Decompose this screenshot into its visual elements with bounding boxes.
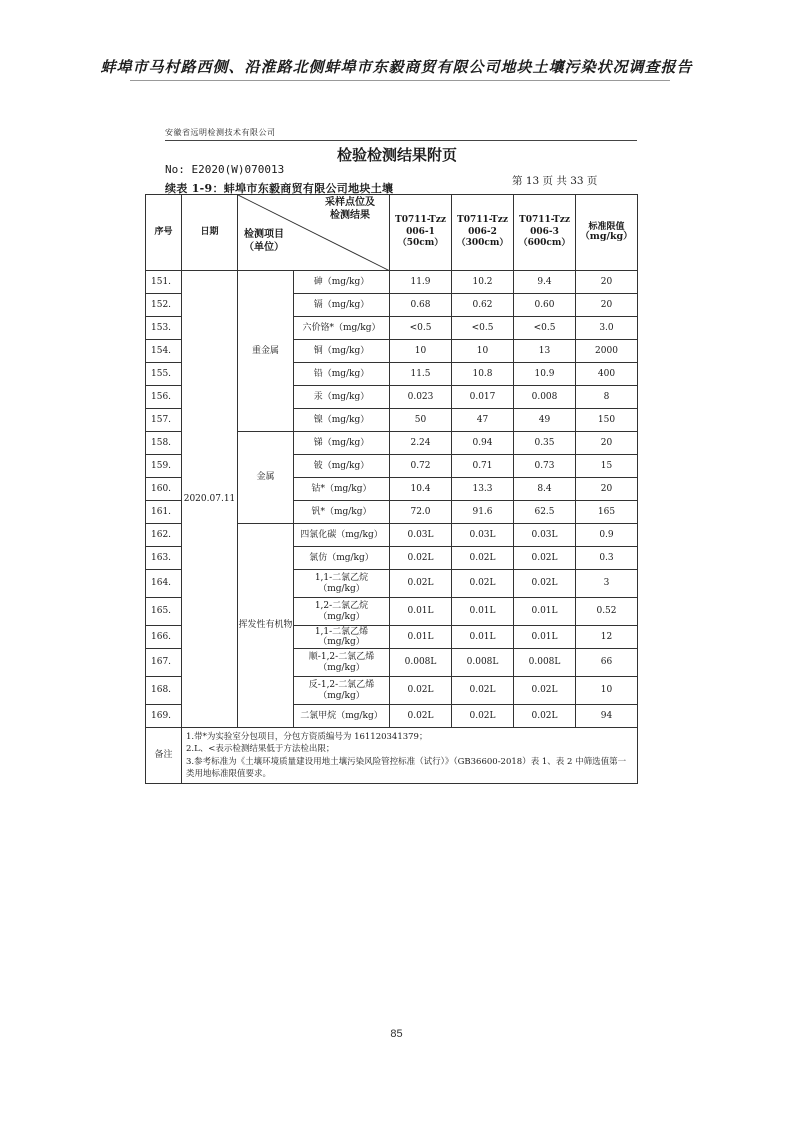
result-sample-2: 0.02L: [452, 547, 514, 570]
result-sample-3: 10.9: [514, 363, 576, 386]
row-index: 160.: [146, 478, 182, 501]
result-sample-1: 50: [390, 409, 452, 432]
company-name: 安徽省远明检测技术有限公司: [165, 128, 276, 137]
result-sample-2: 0.017: [452, 386, 514, 409]
result-sample-3: 8.4: [514, 478, 576, 501]
row-index: 163.: [146, 547, 182, 570]
result-sample-3: 9.4: [514, 271, 576, 294]
row-index: 159.: [146, 455, 182, 478]
header-diagonal-cell: [238, 195, 390, 271]
row-index: 169.: [146, 705, 182, 728]
result-sample-2: 10: [452, 340, 514, 363]
header-sample-points: 采样点位及 检测结果: [325, 197, 375, 221]
result-sample-3: 0.008L: [514, 649, 576, 677]
result-sample-2: 0.008L: [452, 649, 514, 677]
result-sample-1: <0.5: [390, 317, 452, 340]
remarks-row: [146, 728, 638, 784]
header-index: 序号: [146, 195, 182, 271]
result-sample-3: 13: [514, 340, 576, 363]
test-item: 铅（mg/kg）: [294, 363, 390, 386]
result-sample-3: 0.02L: [514, 705, 576, 728]
result-sample-3: 0.01L: [514, 598, 576, 626]
result-sample-2: 10.8: [452, 363, 514, 386]
row-index: 164.: [146, 570, 182, 598]
result-sample-1: 72.0: [390, 501, 452, 524]
standard-limit: 20: [576, 294, 638, 317]
result-sample-3: 0.03L: [514, 524, 576, 547]
result-sample-1: 0.01L: [390, 598, 452, 626]
result-sample-2: 0.62: [452, 294, 514, 317]
result-sample-3: 0.008: [514, 386, 576, 409]
row-index: 151.: [146, 271, 182, 294]
result-sample-1: 2.24: [390, 432, 452, 455]
result-sample-2: 0.02L: [452, 570, 514, 598]
result-sample-3: 0.60: [514, 294, 576, 317]
standard-limit: 0.9: [576, 524, 638, 547]
test-item: 1,1-二氯乙烯（mg/kg）: [294, 626, 390, 649]
row-index: 166.: [146, 626, 182, 649]
row-index: 153.: [146, 317, 182, 340]
result-sample-1: 0.008L: [390, 649, 452, 677]
remarks-label: 备注: [146, 728, 182, 784]
test-item: 锑（mg/kg）: [294, 432, 390, 455]
test-item: 六价铬*（mg/kg）: [294, 317, 390, 340]
standard-limit: 150: [576, 409, 638, 432]
header-sample-1: T0711-Tzz 006-1 （50cm）: [390, 195, 452, 271]
standard-limit: 0.3: [576, 547, 638, 570]
scanned-report-page: [137, 118, 657, 838]
test-item: 氯仿（mg/kg）: [294, 547, 390, 570]
standard-limit: 3.0: [576, 317, 638, 340]
test-item: 铜（mg/kg）: [294, 340, 390, 363]
result-sample-3: 49: [514, 409, 576, 432]
result-sample-2: 0.03L: [452, 524, 514, 547]
row-index: 154.: [146, 340, 182, 363]
standard-limit: 165: [576, 501, 638, 524]
row-index: 152.: [146, 294, 182, 317]
item-group: 重金属: [238, 271, 294, 432]
test-item: 镍（mg/kg）: [294, 409, 390, 432]
test-item: 汞（mg/kg）: [294, 386, 390, 409]
result-sample-2: 47: [452, 409, 514, 432]
page-count: 第 13 页 共 33 页: [512, 175, 598, 187]
result-sample-2: 13.3: [452, 478, 514, 501]
row-index: 161.: [146, 501, 182, 524]
standard-limit: 94: [576, 705, 638, 728]
result-sample-1: 0.02L: [390, 570, 452, 598]
test-item: 反-1,2-二氯乙烯（mg/kg）: [294, 677, 390, 705]
header-limit: 标准限值 （mg/kg）: [576, 195, 638, 271]
standard-limit: 2000: [576, 340, 638, 363]
result-sample-1: 11.9: [390, 271, 452, 294]
remark-line: 3.参考标准为《土壤环境质量建设用地土壤污染风险管控标准（试行）》（GB36600-2018）表 1、表 2 中筛选值第一类用地标准限值要求。: [186, 756, 627, 779]
result-sample-1: 0.01L: [390, 626, 452, 649]
page-number: 85: [390, 1028, 403, 1040]
remark-line: 2.L、<表示检测结果低于方法检出限；: [186, 744, 335, 755]
standard-limit: 66: [576, 649, 638, 677]
test-item: 钒*（mg/kg）: [294, 501, 390, 524]
result-sample-1: 0.68: [390, 294, 452, 317]
report-number: No: E2020(W)070013: [165, 163, 285, 176]
header-date: 日期: [182, 195, 238, 271]
result-sample-3: 0.02L: [514, 547, 576, 570]
header-test-item: 检测项目 （单位）: [244, 229, 284, 253]
test-item: 1,1-二氯乙烷（mg/kg）: [294, 570, 390, 598]
result-sample-1: 0.03L: [390, 524, 452, 547]
standard-limit: 20: [576, 271, 638, 294]
table-row: [146, 271, 638, 294]
item-group: 挥发性有机物: [238, 524, 294, 728]
standard-limit: 3: [576, 570, 638, 598]
remarks-notes: [182, 728, 638, 784]
result-sample-2: 0.71: [452, 455, 514, 478]
company-divider: [165, 140, 637, 141]
result-sample-2: 10.2: [452, 271, 514, 294]
row-index: 162.: [146, 524, 182, 547]
result-sample-1: 10.4: [390, 478, 452, 501]
result-sample-3: 0.35: [514, 432, 576, 455]
result-sample-3: <0.5: [514, 317, 576, 340]
page-heading: 检验检测结果附页: [336, 146, 457, 164]
item-group: 金属: [238, 432, 294, 524]
row-index: 165.: [146, 598, 182, 626]
row-index: 168.: [146, 677, 182, 705]
result-sample-3: 0.02L: [514, 677, 576, 705]
result-sample-1: 10: [390, 340, 452, 363]
result-sample-1: 11.5: [390, 363, 452, 386]
result-sample-1: 0.02L: [390, 677, 452, 705]
result-sample-2: 91.6: [452, 501, 514, 524]
result-sample-2: 0.01L: [452, 598, 514, 626]
result-sample-2: <0.5: [452, 317, 514, 340]
table-subtitle: 续表 1-9：蚌埠市东毅商贸有限公司地块土壤: [165, 182, 394, 195]
sampling-date: 2020.07.11: [182, 271, 238, 728]
standard-limit: 20: [576, 432, 638, 455]
title-divider: [130, 80, 670, 81]
test-item: 镉（mg/kg）: [294, 294, 390, 317]
result-sample-2: 0.01L: [452, 626, 514, 649]
result-sample-3: 62.5: [514, 501, 576, 524]
result-sample-3: 0.73: [514, 455, 576, 478]
result-sample-2: 0.94: [452, 432, 514, 455]
report-title: 蚌埠市马村路西侧、沿淮路北侧蚌埠市东毅商贸有限公司地块土壤污染状况调查报告: [100, 58, 693, 76]
header-sample-2: T0711-Tzz 006-2 （300cm）: [452, 195, 514, 271]
result-sample-1: 0.023: [390, 386, 452, 409]
test-item: 顺-1,2-二氯乙烯（mg/kg）: [294, 649, 390, 677]
test-item: 二氯甲烷（mg/kg）: [294, 705, 390, 728]
test-item: 铍（mg/kg）: [294, 455, 390, 478]
result-sample-1: 0.02L: [390, 547, 452, 570]
standard-limit: 20: [576, 478, 638, 501]
result-sample-3: 0.01L: [514, 626, 576, 649]
row-index: 155.: [146, 363, 182, 386]
standard-limit: 400: [576, 363, 638, 386]
results-table: [145, 194, 638, 784]
row-index: 167.: [146, 649, 182, 677]
standard-limit: 0.52: [576, 598, 638, 626]
row-index: 158.: [146, 432, 182, 455]
test-item: 四氯化碳（mg/kg）: [294, 524, 390, 547]
standard-limit: 8: [576, 386, 638, 409]
table-header-row: [146, 195, 638, 271]
standard-limit: 15: [576, 455, 638, 478]
standard-limit: 12: [576, 626, 638, 649]
result-sample-3: 0.02L: [514, 570, 576, 598]
remark-line: 1.带*为实验室分包项目，分包方资质编号为 161120341379；: [186, 732, 428, 742]
standard-limit: 10: [576, 677, 638, 705]
test-item: 1,2-二氯乙烷（mg/kg）: [294, 598, 390, 626]
result-sample-2: 0.02L: [452, 677, 514, 705]
test-item: 砷（mg/kg）: [294, 271, 390, 294]
result-sample-1: 0.72: [390, 455, 452, 478]
result-sample-2: 0.02L: [452, 705, 514, 728]
row-index: 157.: [146, 409, 182, 432]
result-sample-1: 0.02L: [390, 705, 452, 728]
test-item: 钴*（mg/kg）: [294, 478, 390, 501]
row-index: 156.: [146, 386, 182, 409]
header-sample-3: T0711-Tzz 006-3 （600cm）: [514, 195, 576, 271]
